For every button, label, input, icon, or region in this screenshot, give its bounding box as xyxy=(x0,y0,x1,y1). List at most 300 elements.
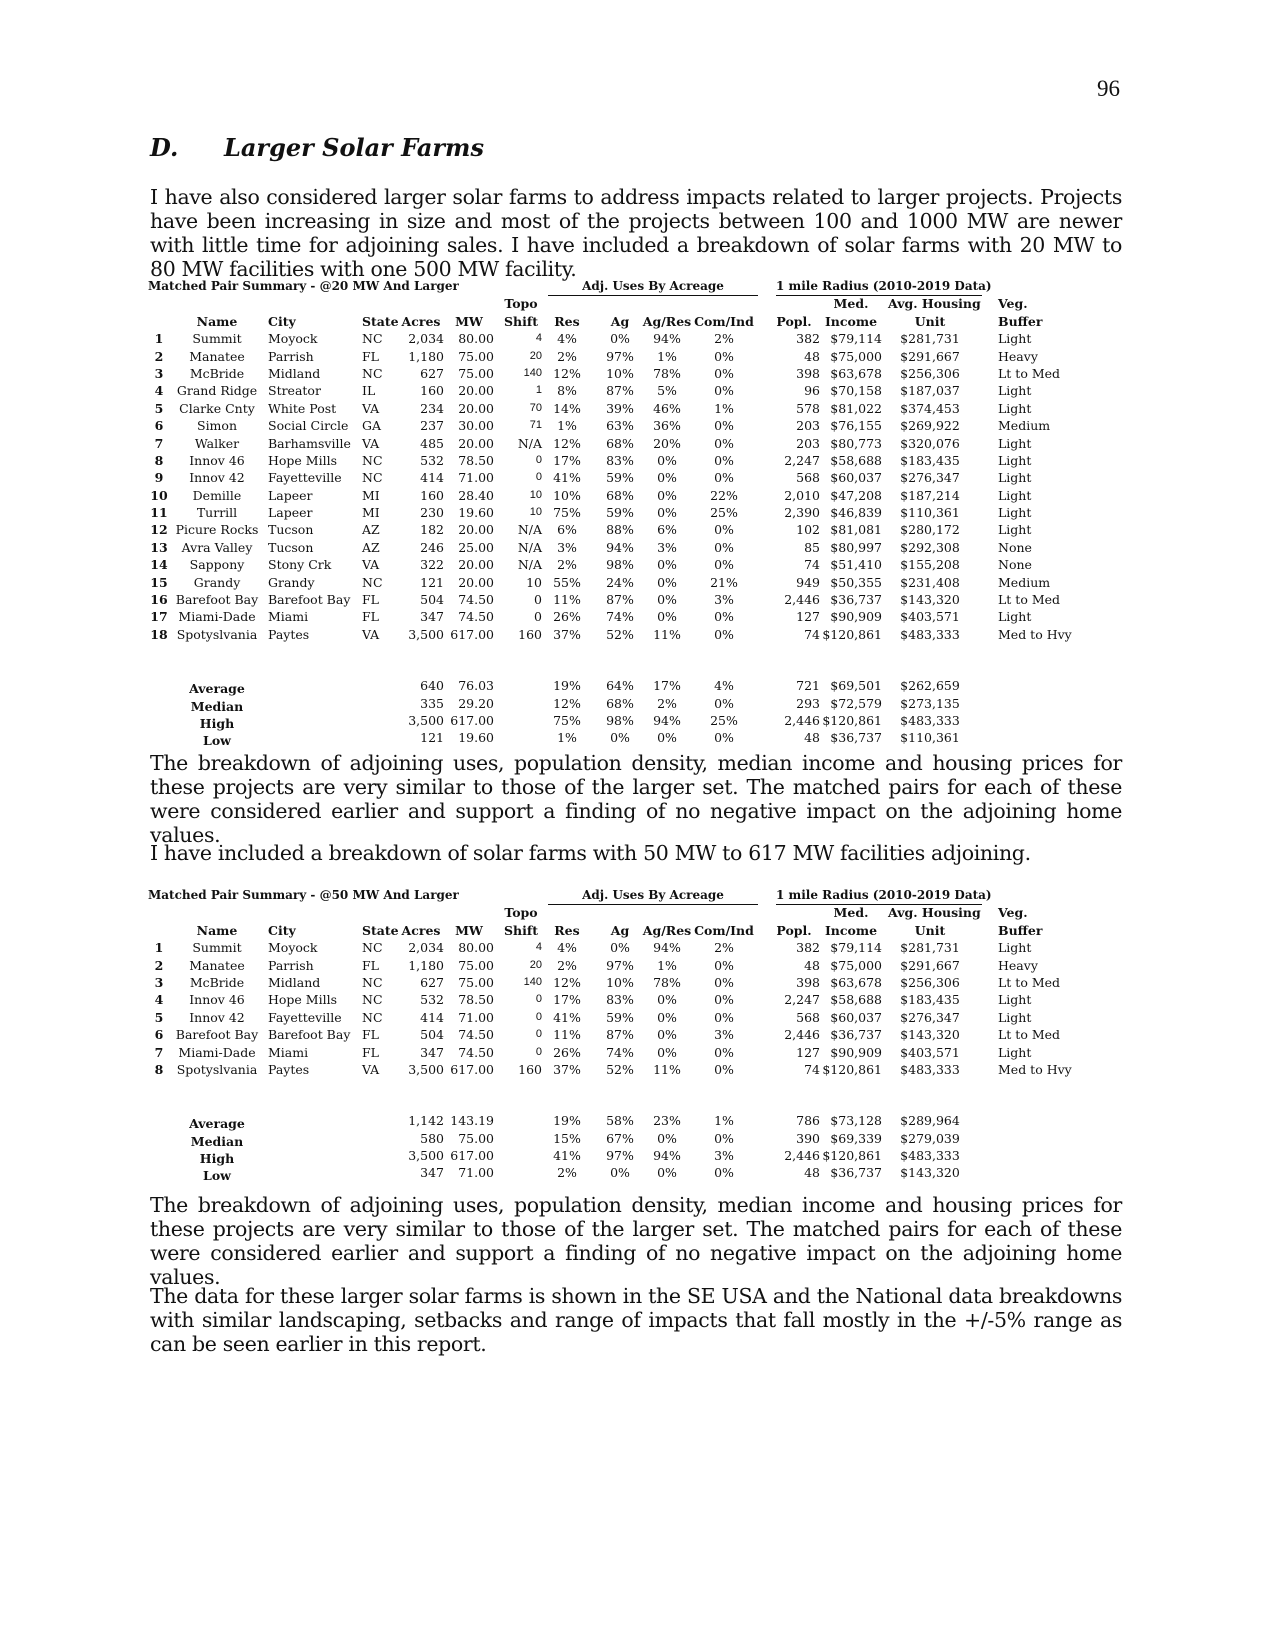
cell-mw: 143.19 xyxy=(450,1113,494,1129)
cell-n: 3 xyxy=(154,974,164,990)
cell-buffer: Medium xyxy=(998,574,1051,590)
cell-popl: 568 xyxy=(796,1009,820,1025)
cell-buffer: Med to Hvy xyxy=(998,1061,1072,1077)
cell-res: 2% xyxy=(557,1165,577,1181)
cell-n: 7 xyxy=(154,435,164,451)
cell-topo: 0 xyxy=(535,1045,542,1058)
cell-name: Sappony xyxy=(189,557,245,573)
cell-ag: 59% xyxy=(606,470,634,486)
cell-topo: 4 xyxy=(535,941,542,954)
cell-n: 6 xyxy=(154,418,164,434)
cell-res: 14% xyxy=(553,400,581,416)
cell-n: 5 xyxy=(154,1009,164,1025)
cell-ag: 68% xyxy=(606,487,634,503)
cell-comind: 1% xyxy=(714,1113,734,1129)
cell-acres: 347 xyxy=(420,609,444,625)
cell-ag: 64% xyxy=(606,678,634,694)
cell-housing: $291,667 xyxy=(900,957,960,973)
cell-popl: 48 xyxy=(804,730,820,746)
cell-acres: 504 xyxy=(420,1027,444,1043)
header-name: Name xyxy=(196,922,238,938)
cell-city: Fayetteville xyxy=(268,470,342,486)
intro2-paragraph: I have included a breakdown of solar farms with 50 MW to 617 MW facilities adjoining. xyxy=(150,841,1031,865)
cell-agres: 0% xyxy=(657,1130,677,1146)
cell-mw: 617.00 xyxy=(450,712,494,728)
header-income: Income xyxy=(824,313,878,329)
cell-ag: 68% xyxy=(606,695,634,711)
cell-name: Miami-Dade xyxy=(178,1044,256,1060)
cell-ag: 0% xyxy=(610,940,630,956)
cell-name: Grand Ridge xyxy=(176,383,258,399)
cell-mw: 71.00 xyxy=(458,470,494,486)
cell-state: NC xyxy=(362,331,383,347)
cell-housing: $276,347 xyxy=(900,470,960,486)
cell-res: 15% xyxy=(553,1130,581,1146)
header-shift: Shift xyxy=(503,313,538,329)
table-title: Matched Pair Summary - @50 MW And Larger xyxy=(148,888,459,902)
stats-label: Low xyxy=(203,733,231,749)
cell-name: Innov 42 xyxy=(189,1009,245,1025)
cell-buffer: Lt to Med xyxy=(998,974,1061,990)
cell-ag: 24% xyxy=(606,574,634,590)
cell-state: VA xyxy=(362,1061,380,1077)
cell-state: NC xyxy=(362,574,383,590)
cell-comind: 25% xyxy=(710,505,738,521)
cell-acres: 182 xyxy=(420,522,444,538)
cell-agres: 78% xyxy=(653,365,681,381)
stats-label: Low xyxy=(203,1168,231,1184)
cell-n: 14 xyxy=(150,557,168,573)
cell-buffer: Lt to Med xyxy=(998,592,1061,608)
cell-acres: 335 xyxy=(420,695,444,711)
header-res: Res xyxy=(554,313,580,329)
cell-topo: N/A xyxy=(517,539,542,555)
cell-ag: 10% xyxy=(606,365,634,381)
cell-res: 6% xyxy=(557,522,577,538)
header-shift: Shift xyxy=(503,922,538,938)
cell-income: $69,339 xyxy=(830,1130,882,1146)
cell-topo: 0 xyxy=(535,1010,542,1023)
cell-ag: 63% xyxy=(606,418,634,434)
cell-mw: 76.03 xyxy=(458,678,494,694)
cell-popl: 382 xyxy=(796,940,820,956)
cell-city: Midland xyxy=(268,365,321,381)
cell-acres: 640 xyxy=(420,678,444,694)
cell-buffer: Light xyxy=(998,383,1032,399)
cell-income: $70,158 xyxy=(830,383,882,399)
cell-popl: 127 xyxy=(796,1044,820,1060)
cell-buffer: Lt to Med xyxy=(998,1027,1061,1043)
cell-agres: 0% xyxy=(657,609,677,625)
header-avg-housing: Avg. Housing xyxy=(888,905,981,921)
cell-acres: 504 xyxy=(420,592,444,608)
table-row xyxy=(148,608,1128,625)
cell-n: 1 xyxy=(154,331,164,347)
table-row xyxy=(148,957,1128,974)
cell-mw: 20.00 xyxy=(458,435,494,451)
table-row xyxy=(148,1026,1128,1043)
cell-ag: 52% xyxy=(606,626,634,642)
cell-income: $75,000 xyxy=(830,348,882,364)
cell-popl: 2,446 xyxy=(784,1027,820,1043)
intro-paragraph: I have also considered larger solar farms to address impacts related to larger projects. Projects have been increasing in size and most of the projects between 100 and 1000 MW are newer with little time for adjoining sales. I have included a breakdown of solar farms with 20 MW to 80 MW facilities with one 500 MW facility. xyxy=(150,185,1122,281)
cell-res: 2% xyxy=(557,957,577,973)
cell-mw: 78.50 xyxy=(458,452,494,468)
cell-comind: 0% xyxy=(714,730,734,746)
cell-comind: 0% xyxy=(714,435,734,451)
cell-mw: 71.00 xyxy=(458,1009,494,1025)
cell-city: Barefoot Bay xyxy=(268,1027,351,1043)
cell-income: $73,128 xyxy=(830,1113,882,1129)
cell-buffer: Light xyxy=(998,1009,1032,1025)
cell-topo: 160 xyxy=(518,626,542,642)
cell-res: 11% xyxy=(553,592,581,608)
cell-agres: 0% xyxy=(657,505,677,521)
header-agres: Ag/Res xyxy=(642,313,692,329)
cell-state: NC xyxy=(362,452,383,468)
cell-res: 19% xyxy=(553,1113,581,1129)
cell-res: 11% xyxy=(553,1027,581,1043)
cell-res: 17% xyxy=(553,992,581,1008)
cell-city: Barhamsville xyxy=(268,435,351,451)
cell-income: $75,000 xyxy=(830,957,882,973)
cell-topo: 1 xyxy=(535,384,542,397)
cell-agres: 1% xyxy=(657,957,677,973)
cell-name: Manatee xyxy=(189,957,245,973)
cell-ag: 74% xyxy=(606,609,634,625)
cell-agres: 0% xyxy=(657,1009,677,1025)
cell-comind: 0% xyxy=(714,1044,734,1060)
cell-acres: 414 xyxy=(420,1009,444,1025)
cell-agres: 17% xyxy=(653,678,681,694)
stats-label: Average xyxy=(189,681,245,697)
cell-agres: 3% xyxy=(657,539,677,555)
cell-name: Barefoot Bay xyxy=(175,1027,259,1043)
table-title-row xyxy=(148,278,1128,295)
cell-n: 4 xyxy=(154,992,164,1008)
cell-popl: 2,247 xyxy=(784,992,820,1008)
cell-buffer: Light xyxy=(998,1044,1032,1060)
cell-res: 17% xyxy=(553,452,581,468)
cell-state: NC xyxy=(362,940,383,956)
cell-income: $60,037 xyxy=(830,470,882,486)
cell-name: Simon xyxy=(197,418,237,434)
cell-popl: 2,247 xyxy=(784,452,820,468)
cell-ag: 67% xyxy=(606,1130,634,1146)
cell-n: 10 xyxy=(150,487,168,503)
cell-ag: 58% xyxy=(606,1113,634,1129)
cell-agres: 36% xyxy=(653,418,681,434)
cell-mw: 75.00 xyxy=(458,957,494,973)
table-row xyxy=(148,556,1128,573)
cell-comind: 0% xyxy=(714,418,734,434)
cell-agres: 0% xyxy=(657,557,677,573)
table-row xyxy=(148,991,1128,1008)
cell-comind: 0% xyxy=(714,365,734,381)
header-comind: Com/Ind xyxy=(694,922,754,938)
cell-income: $36,737 xyxy=(830,1027,882,1043)
cell-popl: 2,446 xyxy=(784,712,820,728)
cell-city: Parrish xyxy=(268,957,314,973)
cell-comind: 21% xyxy=(710,574,738,590)
cell-acres: 532 xyxy=(420,992,444,1008)
cell-name: McBride xyxy=(189,974,245,990)
cell-res: 10% xyxy=(553,487,581,503)
cell-city: Paytes xyxy=(268,626,310,642)
stats-label: High xyxy=(199,715,235,731)
cell-income: $80,997 xyxy=(830,539,882,555)
cell-city: Stony Crk xyxy=(268,557,332,573)
cell-res: 41% xyxy=(553,1148,581,1164)
cell-housing: $291,667 xyxy=(900,348,960,364)
cell-acres: 2,034 xyxy=(408,940,444,956)
cell-income: $79,114 xyxy=(830,940,882,956)
cell-ag: 88% xyxy=(606,522,634,538)
cell-income: $60,037 xyxy=(830,1009,882,1025)
cell-mw: 19.60 xyxy=(458,730,494,746)
cell-res: 12% xyxy=(553,695,581,711)
cell-city: Parrish xyxy=(268,348,314,364)
cell-n: 4 xyxy=(154,383,164,399)
cell-housing: $187,037 xyxy=(900,383,960,399)
cell-res: 4% xyxy=(557,331,577,347)
cell-income: $58,688 xyxy=(830,452,882,468)
cell-housing: $403,571 xyxy=(900,1044,960,1060)
cell-agres: 0% xyxy=(657,1165,677,1181)
cell-housing: $183,435 xyxy=(900,992,960,1008)
cell-ag: 87% xyxy=(606,383,634,399)
cell-housing: $110,361 xyxy=(900,730,960,746)
cell-popl: 786 xyxy=(796,1113,820,1129)
table-row xyxy=(148,330,1128,347)
cell-mw: 74.50 xyxy=(458,1044,494,1060)
cell-mw: 25.00 xyxy=(458,539,494,555)
cell-popl: 2,010 xyxy=(784,487,820,503)
cell-agres: 11% xyxy=(653,626,681,642)
cell-comind: 0% xyxy=(714,348,734,364)
cell-housing: $320,076 xyxy=(900,435,960,451)
cell-comind: 3% xyxy=(714,1148,734,1164)
cell-mw: 78.50 xyxy=(458,992,494,1008)
header-state: State xyxy=(362,313,399,329)
cell-comind: 0% xyxy=(714,1061,734,1077)
cell-comind: 25% xyxy=(710,712,738,728)
cell-city: Tucson xyxy=(268,522,314,538)
cell-agres: 1% xyxy=(657,348,677,364)
cell-popl: 74 xyxy=(804,626,820,642)
stats-row xyxy=(148,729,1128,749)
cell-city: Lapeer xyxy=(268,487,313,503)
cell-city: Tucson xyxy=(268,539,314,555)
cell-res: 75% xyxy=(553,712,581,728)
cell-buffer: Light xyxy=(998,435,1032,451)
cell-n: 2 xyxy=(154,348,164,364)
header-avg-housing: Avg. Housing xyxy=(888,296,981,312)
table-row xyxy=(148,504,1128,521)
cell-comind: 0% xyxy=(714,452,734,468)
cell-agres: 20% xyxy=(653,435,681,451)
cell-mw: 75.00 xyxy=(458,348,494,364)
cell-buffer: Light xyxy=(998,505,1032,521)
cell-state: NC xyxy=(362,992,383,1008)
cell-housing: $256,306 xyxy=(900,974,960,990)
cell-acres: 237 xyxy=(420,418,444,434)
header-med: Med. xyxy=(833,905,869,921)
cell-housing: $273,135 xyxy=(900,695,960,711)
stats-row xyxy=(148,1164,1128,1184)
cell-comind: 0% xyxy=(714,522,734,538)
header-mw: MW xyxy=(455,313,483,329)
cell-res: 2% xyxy=(557,557,577,573)
cell-n: 8 xyxy=(154,1061,164,1077)
cell-ag: 97% xyxy=(606,1148,634,1164)
cell-res: 2% xyxy=(557,348,577,364)
cell-comind: 0% xyxy=(714,557,734,573)
cell-income: $51,410 xyxy=(830,557,882,573)
cell-mw: 75.00 xyxy=(458,974,494,990)
section-title: Larger Solar Farms xyxy=(224,133,484,162)
cell-n: 5 xyxy=(154,400,164,416)
cell-acres: 580 xyxy=(420,1130,444,1146)
cell-comind: 0% xyxy=(714,383,734,399)
table-spacer xyxy=(148,643,1128,677)
cell-comind: 3% xyxy=(714,1027,734,1043)
cell-state: MI xyxy=(362,487,380,503)
cell-res: 55% xyxy=(553,574,581,590)
cell-topo: 70 xyxy=(529,401,542,414)
cell-buffer: Heavy xyxy=(998,957,1038,973)
cell-ag: 87% xyxy=(606,1027,634,1043)
cell-state: VA xyxy=(362,435,380,451)
cell-mw: 20.00 xyxy=(458,557,494,573)
cell-buffer: Light xyxy=(998,522,1032,538)
cell-popl: 48 xyxy=(804,348,820,364)
cell-popl: 74 xyxy=(804,1061,820,1077)
cell-res: 75% xyxy=(553,505,581,521)
cell-income: $120,861 xyxy=(822,1061,882,1077)
cell-ag: 39% xyxy=(606,400,634,416)
cell-res: 3% xyxy=(557,539,577,555)
cell-income: $120,861 xyxy=(822,626,882,642)
cell-state: AZ xyxy=(362,539,380,555)
cell-n: 11 xyxy=(150,505,168,521)
header-buffer: Buffer xyxy=(998,313,1043,329)
cell-popl: 949 xyxy=(796,574,820,590)
cell-n: 9 xyxy=(154,470,164,486)
table-row xyxy=(148,348,1128,365)
cell-income: $81,022 xyxy=(830,400,882,416)
cell-acres: 347 xyxy=(420,1165,444,1181)
cell-buffer: None xyxy=(998,557,1032,573)
cell-housing: $292,308 xyxy=(900,539,960,555)
cell-res: 26% xyxy=(553,609,581,625)
cell-state: FL xyxy=(362,957,379,973)
cell-acres: 160 xyxy=(420,383,444,399)
cell-n: 12 xyxy=(150,522,168,538)
cell-comind: 2% xyxy=(714,331,734,347)
stats-row xyxy=(148,677,1128,697)
closing-paragraph: The data for these larger solar farms is shown in the SE USA and the National data breakdowns with similar landscaping, setbacks and range of impacts that fall mostly in the +/-5% range as can be seen earlier in this report. xyxy=(150,1284,1122,1356)
cell-mw: 28.40 xyxy=(458,487,494,503)
matched-pair-table-20mw xyxy=(148,278,1128,747)
page-number: 96 xyxy=(1097,76,1120,101)
cell-ag: 98% xyxy=(606,712,634,728)
cell-mw: 20.00 xyxy=(458,383,494,399)
header-acres: Acres xyxy=(401,922,441,938)
cell-income: $90,909 xyxy=(830,1044,882,1060)
cell-res: 12% xyxy=(553,365,581,381)
cell-housing: $276,347 xyxy=(900,1009,960,1025)
cell-popl: 102 xyxy=(796,522,820,538)
cell-comind: 4% xyxy=(714,678,734,694)
cell-n: 16 xyxy=(150,592,168,608)
cell-n: 18 xyxy=(150,626,168,642)
cell-city: Streator xyxy=(268,383,321,399)
cell-popl: 2,446 xyxy=(784,1148,820,1164)
cell-housing: $187,214 xyxy=(900,487,960,503)
cell-income: $72,579 xyxy=(830,695,882,711)
cell-n: 13 xyxy=(150,539,168,555)
cell-n: 1 xyxy=(154,940,164,956)
stats-label: Median xyxy=(190,1133,244,1149)
cell-name: Innov 46 xyxy=(189,452,245,468)
cell-topo: N/A xyxy=(517,522,542,538)
cell-income: $120,861 xyxy=(822,1148,882,1164)
cell-mw: 74.50 xyxy=(458,1027,494,1043)
cell-buffer: Light xyxy=(998,940,1032,956)
cell-popl: 127 xyxy=(796,609,820,625)
cell-state: FL xyxy=(362,348,379,364)
cell-income: $58,688 xyxy=(830,992,882,1008)
stats-row xyxy=(148,1147,1128,1167)
cell-name: Walker xyxy=(194,435,240,451)
cell-state: IL xyxy=(362,383,376,399)
cell-res: 1% xyxy=(557,418,577,434)
cell-ag: 87% xyxy=(606,592,634,608)
cell-city: Fayetteville xyxy=(268,1009,342,1025)
cell-income: $120,861 xyxy=(822,712,882,728)
header-veg: Veg. xyxy=(998,296,1028,312)
table-row xyxy=(148,417,1128,434)
cell-buffer: Light xyxy=(998,331,1032,347)
table-row xyxy=(148,591,1128,608)
cell-state: VA xyxy=(362,400,380,416)
table-row xyxy=(148,382,1128,399)
cell-res: 41% xyxy=(553,1009,581,1025)
cell-city: Midland xyxy=(268,974,321,990)
cell-n: 15 xyxy=(150,574,168,590)
cell-res: 37% xyxy=(553,1061,581,1077)
cell-n: 7 xyxy=(154,1044,164,1060)
cell-agres: 94% xyxy=(653,940,681,956)
table-header-row-2 xyxy=(148,922,1128,939)
cell-city: Moyock xyxy=(268,331,318,347)
table-title-row xyxy=(148,887,1128,904)
cell-state: VA xyxy=(362,557,380,573)
cell-topo: 20 xyxy=(529,349,542,362)
cell-ag: 74% xyxy=(606,1044,634,1060)
table-row xyxy=(148,365,1128,382)
cell-topo: 0 xyxy=(535,453,542,466)
cell-comind: 0% xyxy=(714,957,734,973)
table-row xyxy=(148,626,1128,643)
cell-buffer: None xyxy=(998,539,1032,555)
cell-agres: 78% xyxy=(653,974,681,990)
cell-agres: 94% xyxy=(653,331,681,347)
cell-income: $50,355 xyxy=(830,574,882,590)
cell-acres: 1,142 xyxy=(408,1113,444,1129)
cell-acres: 485 xyxy=(420,435,444,451)
